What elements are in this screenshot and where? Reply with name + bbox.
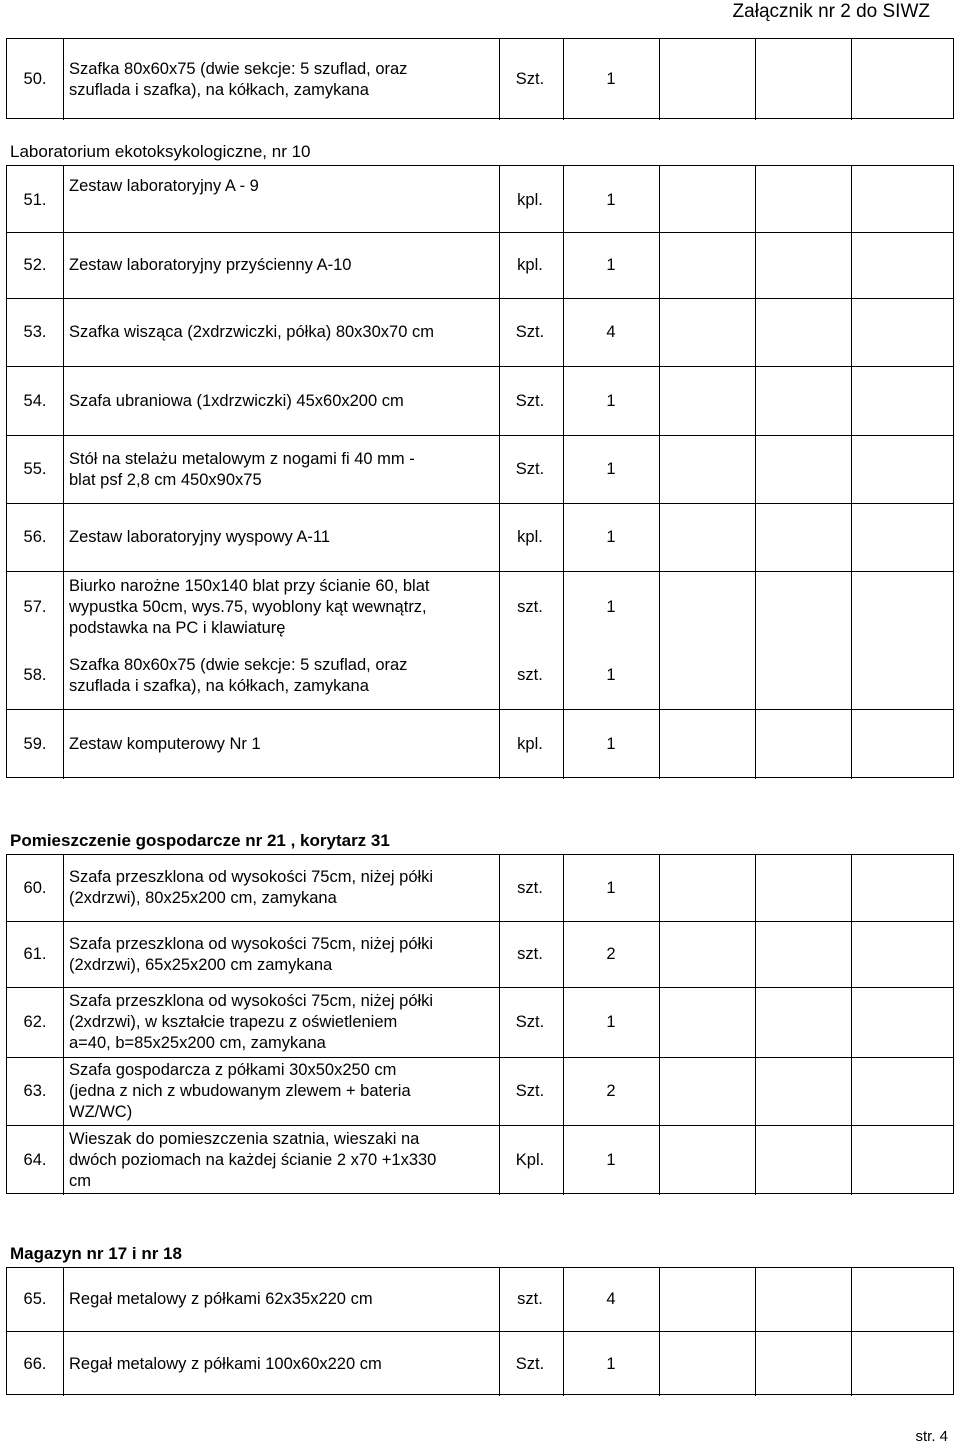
item-quantity: 1 — [606, 597, 616, 616]
item-description: Szafka 80x60x75 (dwie sekcje: 5 szuflad, oraz szuflada i szafka), na kółkach, zamykana — [69, 59, 408, 99]
item-number: 66. — [23, 1354, 47, 1373]
item-number: 53. — [23, 323, 47, 341]
item-quantity: 1 — [606, 191, 616, 209]
item-number: 58. — [23, 666, 47, 684]
item-quantity: 1 — [606, 460, 616, 478]
item-unit: Szt. — [515, 391, 545, 410]
item-number: 57. — [23, 597, 47, 616]
item-unit: szt. — [517, 1290, 543, 1308]
item-description: Szafka 80x60x75 (dwie sekcje: 5 szuflad, oraz szuflada i szafka), na kółkach, zamykana — [69, 655, 408, 695]
item-unit: kpl. — [517, 735, 543, 753]
item-description: Szafa przeszklona od wysokości 75cm, niżej półki (2xdrzwi), 80x25x200 cm, zamykana — [69, 868, 434, 907]
table-row — [7, 233, 953, 299]
item-quantity: 1 — [606, 528, 616, 546]
section-title: Magazyn nr 17 i nr 18 — [10, 1244, 182, 1263]
table-row — [7, 299, 953, 367]
item-quantity: 1 — [606, 1013, 616, 1031]
item-description: Zestaw laboratoryjny przyścienny A-10 — [69, 256, 352, 274]
item-quantity: 1 — [606, 70, 616, 88]
item-number: 55. — [23, 460, 47, 478]
item-quantity: 1 — [606, 735, 616, 753]
item-description: Biurko narożne 150x140 blat przy ścianie 60, blat wypustka 50cm, wys.75, wyoblony kąt wewnątrz, podstawka na PC i klawiaturę — [69, 576, 430, 637]
table-row — [7, 642, 953, 710]
item-unit: kpl. — [517, 528, 543, 546]
item-unit: szt. — [517, 878, 543, 897]
item-description: Stół na stelażu metalowym z nogami fi 40 mm - blat psf 2,8 cm 450x90x75 — [69, 449, 415, 489]
table-row — [7, 1126, 953, 1195]
item-description: Szafa przeszklona od wysokości 75cm, niżej półki (2xdrzwi), 65x25x200 cm zamykana — [69, 934, 434, 974]
page-number: str. 4 — [915, 1428, 948, 1445]
item-unit: kpl. — [517, 191, 543, 209]
items-table-section-3 — [6, 1267, 954, 1395]
item-number: 54. — [23, 391, 47, 410]
item-quantity: 1 — [606, 878, 616, 897]
item-unit: szt. — [517, 945, 543, 963]
item-quantity: 4 — [606, 323, 616, 341]
item-description: Zestaw laboratoryjny A - 9 — [69, 177, 259, 195]
item-unit: Szt. — [515, 460, 545, 478]
item-description: Szafa przeszklona od wysokości 75cm, niżej półki (2xdrzwi), w kształcie trapezu z oświetleniem a=40, b=85x25x200 cm, zamykana — [69, 992, 434, 1052]
item-description: Szafa gospodarcza z półkami 30x50x250 cm (jedna z nich z wbudowanym zlewem + bateria WZ/WC) — [69, 1061, 411, 1121]
table-row — [7, 367, 953, 436]
table-row — [7, 436, 953, 504]
item-quantity: 2 — [606, 1082, 616, 1100]
item-unit: Szt. — [515, 323, 545, 341]
document-header: Załącznik nr 2 do SIWZ — [732, 1, 930, 22]
item-unit: Kpl. — [515, 1151, 545, 1169]
item-quantity: 2 — [606, 945, 616, 963]
item-number: 61. — [23, 945, 47, 963]
item-number: 60. — [23, 878, 47, 897]
table-row — [7, 504, 953, 572]
item-number: 52. — [23, 256, 47, 274]
item-unit: szt. — [517, 666, 543, 684]
item-quantity: 1 — [606, 256, 616, 274]
table-row — [7, 855, 953, 922]
item-unit: Szt. — [515, 1354, 545, 1373]
item-unit: kpl. — [517, 256, 543, 274]
item-description: Szafka wisząca (2xdrzwiczki, półka) 80x30x70 cm — [69, 323, 434, 341]
item-unit: Szt. — [515, 70, 545, 88]
item-description: Wieszak do pomieszczenia szatnia, wieszaki na dwóch poziomach na każdej ścianie 2 x70 +1x330 cm — [69, 1130, 437, 1190]
item-number: 64. — [23, 1151, 47, 1169]
item-quantity: 1 — [606, 1354, 616, 1373]
item-quantity: 4 — [606, 1290, 616, 1308]
item-quantity: 1 — [606, 1151, 616, 1169]
items-table-section-2 — [6, 854, 954, 1194]
table-row — [7, 988, 953, 1058]
item-number: 56. — [23, 528, 47, 546]
table-row — [7, 572, 953, 642]
item-number: 62. — [23, 1013, 47, 1031]
item-unit: Szt. — [515, 1013, 545, 1031]
table-row — [7, 39, 953, 120]
section-title: Pomieszczenie gospodarcze nr 21 , korytarz 31 — [10, 831, 390, 850]
item-number: 65. — [23, 1290, 47, 1308]
items-table-section-1 — [6, 165, 954, 778]
item-quantity: 1 — [606, 391, 616, 410]
item-description: Zestaw laboratoryjny wyspowy A-11 — [69, 528, 331, 546]
item-description: Szafa ubraniowa (1xdrzwiczki) 45x60x200 cm — [69, 391, 404, 410]
item-unit: Szt. — [515, 1082, 545, 1100]
item-number: 50. — [23, 70, 47, 88]
item-number: 59. — [23, 735, 47, 753]
item-number: 51. — [23, 191, 47, 209]
item-description: Regał metalowy z półkami 62x35x220 cm — [69, 1290, 373, 1308]
item-quantity: 1 — [606, 666, 616, 684]
table-row — [7, 1332, 953, 1396]
item-unit: szt. — [517, 597, 543, 616]
table-row — [7, 710, 953, 779]
item-description: Zestaw komputerowy Nr 1 — [69, 735, 261, 753]
section-title: Laboratorium ekotoksykologiczne, nr 10 — [10, 142, 311, 161]
table-row — [7, 1058, 953, 1126]
item-number: 63. — [23, 1082, 47, 1100]
table-row — [7, 922, 953, 988]
table-row — [7, 166, 953, 233]
table-row — [7, 1268, 953, 1332]
items-table-section-0 — [6, 38, 954, 119]
item-description: Regał metalowy z półkami 100x60x220 cm — [69, 1354, 382, 1373]
